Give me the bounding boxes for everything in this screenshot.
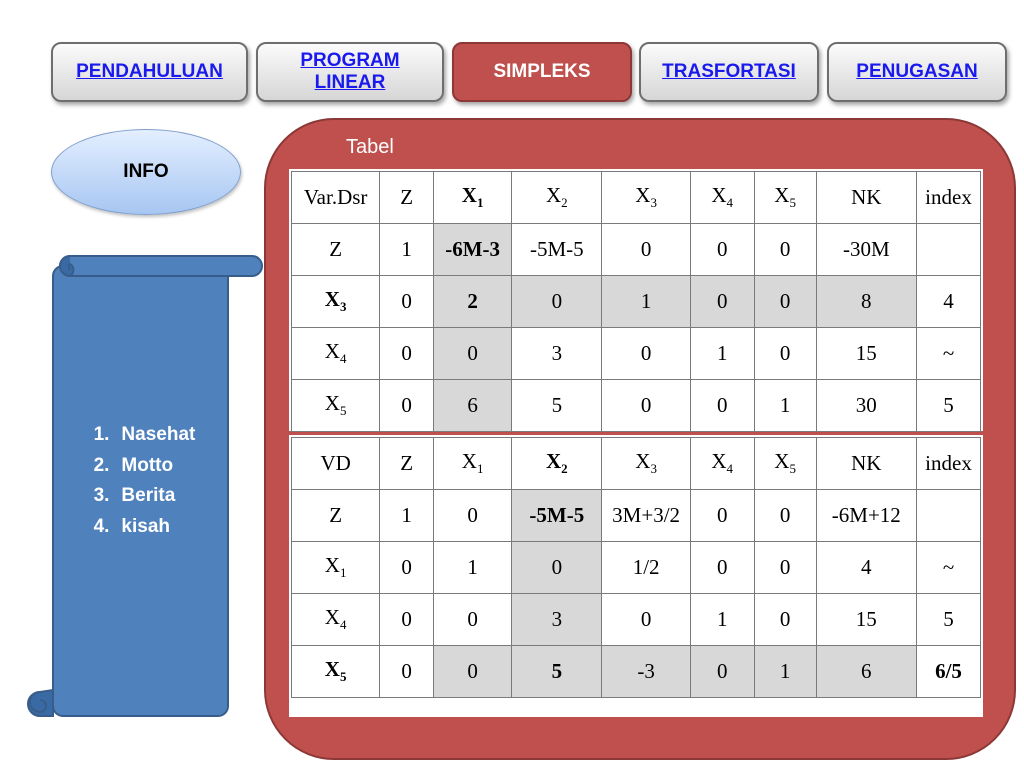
table-cell: -5M-5 (512, 224, 602, 276)
table-cell: -6M-3 (434, 224, 512, 276)
subscript: 1 (476, 195, 484, 211)
table-cell: 0 (754, 328, 816, 380)
subscript: 4 (339, 351, 347, 367)
table-cell: 5 (917, 380, 981, 432)
menu-item-kisah[interactable] (60, 512, 230, 543)
table-cell: 6/5 (917, 646, 981, 698)
scroll-menu (60, 420, 230, 542)
table-cell: 15 (816, 328, 916, 380)
table-cell: 0 (434, 646, 512, 698)
table-cell: $X_3$ (292, 276, 380, 328)
table-header-cell: $X_3$ (602, 438, 690, 490)
subscript: 3 (650, 461, 657, 477)
subscript: 4 (726, 195, 734, 211)
simplex-table-1 (289, 169, 983, 431)
subscript: 5 (339, 403, 347, 419)
table-cell: 2 (434, 276, 512, 328)
table-header-cell: $X_1$ (434, 438, 512, 490)
table-cell: 0 (690, 542, 754, 594)
table-header-cell: Var.Dsr (292, 172, 380, 224)
table-cell: 1 (754, 380, 816, 432)
table-cell: $X_5$ (292, 646, 380, 698)
table-header-row (292, 172, 981, 224)
simplex-table-2-grid (291, 437, 981, 698)
table-row (292, 380, 981, 432)
nav-penugasan-label: PENUGASAN (856, 61, 978, 82)
table-header-cell: $X_5$ (754, 438, 816, 490)
table-cell: 0 (380, 542, 434, 594)
menu-number: 2. (93, 454, 110, 476)
menu-label: kisah (121, 515, 171, 537)
table-header-cell: index (917, 438, 981, 490)
table-cell: 6 (816, 646, 916, 698)
table-cell (917, 224, 981, 276)
table-cell: 0 (512, 542, 602, 594)
table-cell: $X_5$ (292, 380, 380, 432)
table-cell: 0 (690, 646, 754, 698)
table-cell: 0 (380, 380, 434, 432)
table-cell: $X_4$ (292, 594, 380, 646)
table-cell: 0 (690, 490, 754, 542)
table-cell: 0 (602, 380, 690, 432)
subscript: 3 (339, 299, 347, 315)
table-cell: Z (292, 490, 380, 542)
table-header-cell: $X_4$ (690, 438, 754, 490)
table-cell: 0 (754, 594, 816, 646)
table-row (292, 646, 981, 698)
table-header-cell: NK (816, 172, 916, 224)
table-cell: 1 (690, 594, 754, 646)
subscript: 3 (650, 195, 657, 211)
table-header-cell: VD (292, 438, 380, 490)
table-cell: 0 (602, 224, 690, 276)
table-cell: 0 (380, 646, 434, 698)
table-cell: 0 (690, 276, 754, 328)
table-cell: 0 (754, 224, 816, 276)
table-cell: 1 (434, 542, 512, 594)
table-header-cell: $X_3$ (602, 172, 690, 224)
table-row (292, 594, 981, 646)
table-cell: -6M+12 (816, 490, 916, 542)
table-cell: 4 (816, 542, 916, 594)
table-cell: 0 (690, 380, 754, 432)
table-cell: 0 (602, 328, 690, 380)
table-cell: 5 (512, 380, 602, 432)
subscript: 2 (561, 195, 568, 211)
subscript: 5 (789, 461, 796, 477)
menu-item-motto[interactable] (60, 451, 230, 482)
table-cell: 3M+3/2 (602, 490, 690, 542)
table-header-cell: $X_4$ (690, 172, 754, 224)
table-cell (917, 490, 981, 542)
table-cell: 15 (816, 594, 916, 646)
nav-program-linear-button[interactable] (256, 42, 444, 102)
table-cell: 1 (690, 328, 754, 380)
table-cell: 6 (434, 380, 512, 432)
table-cell: ~ (917, 542, 981, 594)
panel-title: Tabel (346, 136, 394, 158)
table-header-cell: Z (380, 438, 434, 490)
table-header-cell: $X_5$ (754, 172, 816, 224)
table-row (292, 328, 981, 380)
subscript: 1 (476, 461, 484, 477)
table-cell: 0 (754, 542, 816, 594)
table-cell: 1 (754, 646, 816, 698)
table-cell: 1/2 (602, 542, 690, 594)
table-cell: Z (292, 224, 380, 276)
table-cell: 5 (512, 646, 602, 698)
table-row (292, 542, 981, 594)
menu-item-berita[interactable] (60, 481, 230, 512)
table-cell: 4 (917, 276, 981, 328)
simplex-table-2 (289, 435, 983, 717)
table-header-row (292, 438, 981, 490)
table-cell: ~ (917, 328, 981, 380)
subscript: 4 (339, 617, 347, 633)
table-cell: 5 (917, 594, 981, 646)
nav-simpleks-label: SIMPLEKS (493, 61, 591, 82)
table-header-cell: index (917, 172, 981, 224)
menu-label: Motto (121, 454, 174, 476)
table-cell: 0 (380, 594, 434, 646)
nav-pendahuluan-label: PENDAHULUAN (76, 61, 223, 82)
table-cell: 3 (512, 594, 602, 646)
table-row (292, 276, 981, 328)
subscript: 5 (789, 195, 796, 211)
menu-label: Berita (121, 485, 176, 506)
table-cell: $X_1$ (292, 542, 380, 594)
nav-trasfortasi-button[interactable] (639, 42, 819, 102)
table-header-cell: NK (816, 438, 916, 490)
menu-number: 1. (93, 424, 110, 445)
nav-simpleks-button[interactable] (452, 42, 632, 102)
table-cell: 1 (380, 224, 434, 276)
table-cell: 0 (602, 594, 690, 646)
table-header-cell: $X_1$ (434, 172, 512, 224)
subscript: 5 (339, 669, 347, 685)
table-row (292, 224, 981, 276)
table-header-cell: $X_2$ (512, 438, 602, 490)
table-cell: 0 (690, 224, 754, 276)
table-cell: 0 (754, 490, 816, 542)
table-cell: 0 (754, 276, 816, 328)
table-cell: 0 (512, 276, 602, 328)
table-cell: -30M (816, 224, 916, 276)
table-cell: 1 (380, 490, 434, 542)
info-label: INFO (123, 161, 169, 182)
subscript: 1 (339, 565, 347, 581)
table-cell: 0 (434, 594, 512, 646)
subscript: 2 (561, 461, 568, 477)
menu-number: 4. (93, 515, 110, 537)
table-cell: 0 (434, 328, 512, 380)
table-cell: $X_4$ (292, 328, 380, 380)
nav-program-linear-label: PROGRAM LINEAR (300, 50, 400, 93)
table-header-cell: $X_2$ (512, 172, 602, 224)
nav-penugasan-button[interactable] (827, 42, 1007, 102)
menu-label: Nasehat (121, 424, 196, 445)
menu-item-nasehat[interactable] (60, 420, 230, 451)
scroll-banner (0, 0, 270, 730)
nav-trasfortasi-label: TRASFORTASI (662, 61, 796, 82)
table-cell: -5M-5 (512, 490, 602, 542)
table-cell: 30 (816, 380, 916, 432)
table-cell: 1 (602, 276, 690, 328)
menu-number: 3. (93, 485, 110, 506)
table-cell: -3 (602, 646, 690, 698)
table-cell: 0 (380, 276, 434, 328)
simplex-table-1-grid (291, 171, 981, 432)
table-cell: 8 (816, 276, 916, 328)
table-cell: 0 (434, 490, 512, 542)
table-row (292, 490, 981, 542)
table-header-cell: Z (380, 172, 434, 224)
subscript: 4 (726, 461, 734, 477)
table-cell: 3 (512, 328, 602, 380)
table-cell: 0 (380, 328, 434, 380)
